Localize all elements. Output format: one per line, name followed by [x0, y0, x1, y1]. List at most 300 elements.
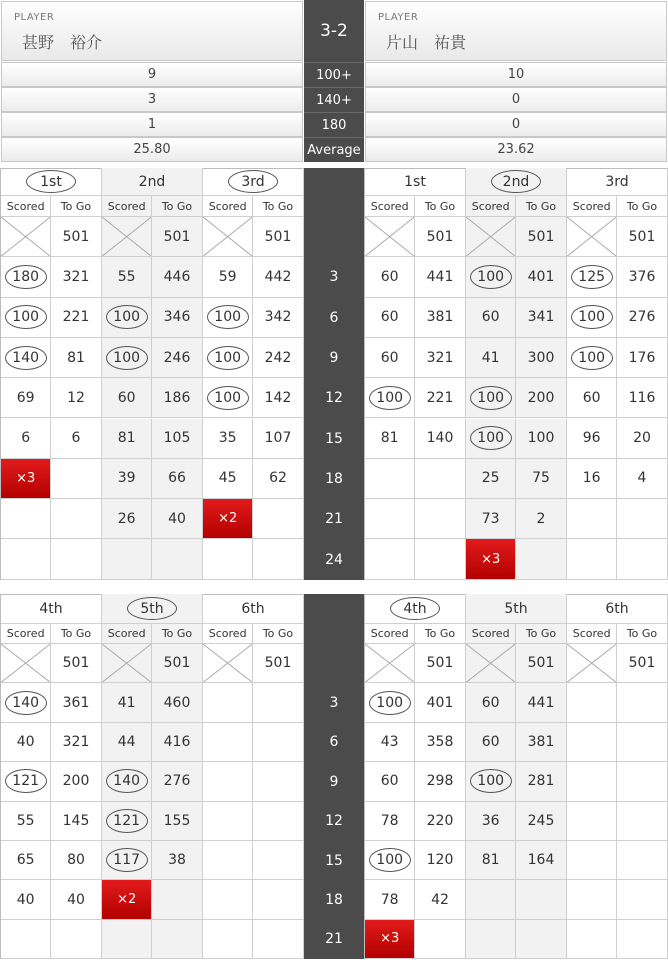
stat-label-average: Average [304, 137, 364, 162]
scored-value: 39 [117, 470, 136, 487]
ton-score-oval: 100 [106, 346, 148, 370]
scored-cell [466, 920, 516, 959]
ton-score-oval: 100 [106, 305, 148, 329]
leg-header-6th[interactable] [567, 594, 668, 624]
togo-cell [415, 644, 465, 683]
togo-cell [253, 644, 303, 683]
togo-value: 501 [527, 655, 555, 672]
leg-header-2nd[interactable] [102, 168, 203, 196]
scored-value: 45 [218, 470, 237, 487]
leg-label: 6th [605, 600, 629, 617]
player-left-label: PLAYER [14, 12, 55, 23]
stat-right-100plus: 10 [365, 62, 667, 87]
togo-value: 346 [163, 309, 191, 326]
togo-value: 460 [163, 694, 191, 711]
scored-value: 55 [117, 268, 136, 285]
cross-icon [102, 644, 151, 682]
togo-cell [617, 920, 667, 959]
column-header-togo: To Go [415, 624, 465, 644]
column-header-scored: Scored [365, 196, 415, 217]
togo-cell [516, 880, 566, 919]
stat-label-180: 180 [304, 112, 364, 137]
round-number: 18 [325, 470, 343, 487]
togo-cell [516, 723, 566, 762]
scored-cell [365, 499, 415, 539]
togo-value: 381 [527, 733, 555, 750]
round-number: 6 [329, 309, 339, 326]
column-header-togo: To Go [152, 624, 202, 644]
togo-cell [253, 762, 303, 801]
scored-cell [203, 298, 253, 338]
togo-value: 298 [426, 773, 454, 790]
togo-cell [415, 499, 465, 539]
scored-cell [365, 841, 415, 880]
cross-icon [365, 217, 414, 256]
togo-cell [152, 298, 202, 338]
scored-cell [365, 257, 415, 297]
togo-cell [152, 419, 202, 459]
finish-darts-cell [102, 880, 152, 919]
togo-cell [253, 880, 303, 919]
scored-cell [466, 802, 516, 841]
togo-cell [152, 539, 202, 579]
togo-value: 401 [527, 268, 555, 285]
leg-label: 1st [404, 173, 426, 190]
scored-value: 43 [380, 733, 399, 750]
column-header-togo: To Go [51, 624, 101, 644]
togo-cell [51, 920, 101, 959]
scored-cell [567, 338, 617, 378]
togo-value: 221 [62, 309, 90, 326]
scored-cell [365, 802, 415, 841]
togo-cell [51, 419, 101, 459]
ton-score-oval: 100 [207, 346, 249, 370]
column-header-scored: Scored [466, 624, 516, 644]
scored-value: 44 [117, 733, 136, 750]
togo-value: 442 [264, 268, 292, 285]
scored-cell [567, 880, 617, 919]
scored-cell [365, 459, 415, 499]
togo-cell [152, 841, 202, 880]
scored-cell [1, 880, 51, 919]
scored-cell [203, 459, 253, 499]
togo-cell [253, 499, 303, 539]
finish-darts-cell [466, 539, 516, 579]
round-number: 15 [325, 852, 343, 869]
start-cross-cell [203, 644, 253, 683]
togo-cell [617, 802, 667, 841]
togo-cell [617, 499, 667, 539]
scored-cell [102, 419, 152, 459]
scored-value: 60 [380, 349, 399, 366]
togo-cell [617, 298, 667, 338]
ton-score-oval: 100 [369, 848, 411, 872]
togo-cell [415, 841, 465, 880]
column-header-togo: To Go [415, 196, 465, 217]
column-header-scored: Scored [1, 624, 51, 644]
scored-cell [102, 841, 152, 880]
round-number: 6 [329, 734, 339, 751]
round-number: 15 [325, 430, 343, 447]
togo-value: 4 [637, 470, 647, 487]
stat-right-180: 0 [365, 112, 667, 137]
togo-value: 381 [426, 309, 454, 326]
togo-cell [617, 459, 667, 499]
togo-value: 401 [426, 694, 454, 711]
scored-value: 41 [481, 349, 500, 366]
togo-value: 501 [163, 228, 191, 245]
scored-value: 6 [21, 430, 31, 447]
togo-cell [152, 378, 202, 418]
togo-cell [415, 802, 465, 841]
togo-cell [415, 419, 465, 459]
round-number: 24 [325, 551, 343, 568]
scored-cell [365, 378, 415, 418]
leg-header-5th[interactable] [466, 594, 567, 624]
ton-score-oval: 140 [5, 691, 47, 715]
ton-score-oval: 100 [369, 386, 411, 410]
leg-header-6th[interactable] [203, 594, 304, 624]
scored-cell [102, 762, 152, 801]
stat-left-180: 1 [1, 112, 303, 137]
scored-cell [466, 762, 516, 801]
start-cross-cell [466, 644, 516, 683]
leg-header-4th[interactable] [365, 594, 466, 624]
scored-cell [567, 419, 617, 459]
cross-icon [102, 217, 151, 256]
stat-left-140plus: 3 [1, 87, 303, 112]
start-cross-cell [466, 217, 516, 257]
ton-score-oval: 125 [571, 265, 613, 289]
togo-cell [152, 459, 202, 499]
togo-cell [253, 920, 303, 959]
cross-icon [1, 644, 50, 682]
scored-cell [365, 880, 415, 919]
togo-cell [516, 217, 566, 257]
scored-value: 55 [16, 812, 35, 829]
scored-cell [102, 802, 152, 841]
column-header-scored: Scored [203, 624, 253, 644]
scored-cell [1, 499, 51, 539]
togo-value: 501 [62, 228, 90, 245]
ton-score-oval: 100 [470, 426, 512, 450]
togo-cell [51, 459, 101, 499]
togo-cell [516, 762, 566, 801]
togo-cell [415, 338, 465, 378]
togo-value: 300 [527, 349, 555, 366]
cross-icon [365, 644, 414, 682]
scored-value: 60 [380, 309, 399, 326]
scored-cell [203, 683, 253, 722]
togo-cell [516, 459, 566, 499]
leg-header-1st[interactable] [365, 168, 466, 196]
scored-cell [1, 683, 51, 722]
togo-cell [617, 419, 667, 459]
column-header-scored: Scored [567, 196, 617, 217]
scored-cell [466, 683, 516, 722]
start-cross-cell [102, 217, 152, 257]
round-number [304, 217, 364, 257]
scored-cell [466, 499, 516, 539]
togo-cell [415, 378, 465, 418]
scored-cell [102, 920, 152, 959]
scored-cell [466, 841, 516, 880]
togo-cell [415, 257, 465, 297]
start-cross-cell [365, 644, 415, 683]
scored-cell [365, 298, 415, 338]
togo-value: 62 [269, 470, 287, 487]
scored-cell [1, 539, 51, 579]
ton-score-oval: 100 [470, 386, 512, 410]
togo-cell [51, 338, 101, 378]
scored-cell [567, 683, 617, 722]
togo-cell [152, 802, 202, 841]
column-header-togo: To Go [617, 196, 667, 217]
round-number: 9 [329, 773, 339, 790]
leg-label: 2nd [491, 170, 541, 193]
finish-darts-cell [365, 920, 415, 959]
scored-cell [567, 378, 617, 418]
scored-value: 16 [582, 470, 601, 487]
column-header-togo: To Go [516, 624, 566, 644]
round-number: 18 [325, 892, 343, 909]
stat-left-average: 25.80 [1, 137, 303, 162]
togo-cell [617, 762, 667, 801]
scored-cell [203, 257, 253, 297]
togo-value: 446 [163, 268, 191, 285]
togo-value: 376 [628, 268, 656, 285]
togo-cell [415, 539, 465, 579]
stat-label-100plus: 100+ [304, 62, 364, 87]
cross-icon [1, 217, 50, 256]
togo-cell [415, 762, 465, 801]
togo-cell [516, 644, 566, 683]
togo-cell [51, 723, 101, 762]
scored-value: 60 [117, 389, 136, 406]
scored-cell [466, 723, 516, 762]
scored-cell [567, 298, 617, 338]
togo-value: 186 [163, 389, 191, 406]
scored-cell [203, 920, 253, 959]
togo-value: 501 [426, 655, 454, 672]
column-header-togo: To Go [516, 196, 566, 217]
scored-value: 81 [380, 430, 399, 447]
scored-value: 35 [218, 430, 237, 447]
scored-cell [203, 539, 253, 579]
togo-value: 145 [62, 812, 90, 829]
round-number: 3 [329, 269, 339, 286]
leg-header-3rd[interactable] [203, 168, 304, 196]
scored-cell [203, 338, 253, 378]
togo-value: 441 [426, 268, 454, 285]
scored-value: 81 [117, 430, 136, 447]
togo-cell [617, 683, 667, 722]
togo-value: 242 [264, 349, 292, 366]
togo-cell [415, 459, 465, 499]
scored-cell [102, 378, 152, 418]
togo-cell [152, 338, 202, 378]
togo-value: 416 [163, 733, 191, 750]
togo-cell [253, 338, 303, 378]
player-left-panel [1, 1, 303, 61]
togo-value: 155 [163, 812, 191, 829]
scored-cell [567, 539, 617, 579]
togo-cell [617, 539, 667, 579]
togo-value: 220 [426, 812, 454, 829]
togo-cell [152, 723, 202, 762]
togo-value: 80 [67, 852, 85, 869]
togo-cell [152, 683, 202, 722]
togo-value: 100 [527, 430, 555, 447]
round-number: 21 [325, 511, 343, 528]
scored-cell [1, 298, 51, 338]
togo-value: 501 [163, 655, 191, 672]
ton-score-oval: 100 [207, 305, 249, 329]
togo-cell [516, 378, 566, 418]
column-header-scored: Scored [203, 196, 253, 217]
togo-value: 140 [426, 430, 454, 447]
scored-cell [365, 683, 415, 722]
togo-cell [51, 539, 101, 579]
scored-cell [466, 419, 516, 459]
leg-label: 4th [390, 597, 440, 620]
togo-value: 501 [62, 655, 90, 672]
scored-cell [365, 419, 415, 459]
togo-value: 501 [628, 655, 656, 672]
scored-cell [466, 459, 516, 499]
leg-header-3rd[interactable] [567, 168, 668, 196]
leg-label: 6th [241, 600, 265, 617]
togo-cell [51, 802, 101, 841]
scored-cell [203, 802, 253, 841]
scored-value: 40 [16, 733, 35, 750]
togo-cell [152, 217, 202, 257]
leg-header-2nd[interactable] [466, 168, 567, 196]
togo-value: 246 [163, 349, 191, 366]
scored-cell [203, 419, 253, 459]
scored-cell [203, 880, 253, 919]
player-right-panel [365, 1, 667, 61]
ton-score-oval: 100 [571, 305, 613, 329]
scored-value: 65 [16, 852, 35, 869]
ton-score-oval: 140 [106, 769, 148, 793]
scored-cell [1, 920, 51, 959]
togo-cell [152, 499, 202, 539]
leg-header-1st[interactable] [1, 168, 102, 196]
togo-value: 176 [628, 349, 656, 366]
togo-value: 164 [527, 852, 555, 869]
cross-icon [203, 217, 252, 256]
togo-cell [51, 378, 101, 418]
togo-cell [415, 683, 465, 722]
cross-icon [466, 644, 515, 682]
ton-score-oval: 121 [5, 769, 47, 793]
round-number: 12 [325, 390, 343, 407]
togo-value: 6 [71, 430, 81, 447]
leg-header-4th[interactable] [1, 594, 102, 624]
togo-cell [516, 257, 566, 297]
scored-value: 40 [16, 891, 35, 908]
togo-value: 276 [163, 773, 191, 790]
togo-value: 441 [527, 694, 555, 711]
togo-cell [51, 762, 101, 801]
togo-cell [51, 499, 101, 539]
scored-value: 60 [481, 694, 500, 711]
ton-score-oval: 100 [5, 305, 47, 329]
scored-cell [365, 539, 415, 579]
togo-cell [152, 920, 202, 959]
togo-cell [253, 419, 303, 459]
leg-header-5th[interactable] [102, 594, 203, 624]
togo-cell [152, 257, 202, 297]
scored-value: 78 [380, 891, 399, 908]
togo-value: 81 [67, 349, 85, 366]
togo-value: 321 [62, 268, 90, 285]
togo-value: 321 [62, 733, 90, 750]
column-header-scored: Scored [102, 624, 152, 644]
ton-score-oval: 121 [106, 809, 148, 833]
togo-value: 358 [426, 733, 454, 750]
player-right-label: PLAYER [378, 12, 419, 23]
stat-right-140plus: 0 [365, 87, 667, 112]
togo-value: 281 [527, 773, 555, 790]
togo-value: 501 [628, 228, 656, 245]
scored-cell [102, 499, 152, 539]
scored-value: 60 [380, 773, 399, 790]
togo-value: 200 [527, 389, 555, 406]
togo-cell [617, 378, 667, 418]
column-header-togo: To Go [617, 624, 667, 644]
column-header-togo: To Go [51, 196, 101, 217]
column-header-scored: Scored [1, 196, 51, 217]
scored-value: 60 [481, 309, 500, 326]
togo-cell [51, 257, 101, 297]
scored-cell [203, 841, 253, 880]
togo-value: 501 [264, 228, 292, 245]
scored-cell [1, 378, 51, 418]
scored-value: 78 [380, 812, 399, 829]
leg-label: 2nd [138, 173, 166, 190]
scored-cell [466, 880, 516, 919]
player-left-name: 甚野 裕介 [22, 33, 103, 52]
togo-value: 116 [628, 389, 656, 406]
round-number: 9 [329, 350, 339, 367]
stat-right-average: 23.62 [365, 137, 667, 162]
round-number: 3 [329, 695, 339, 712]
scored-cell [567, 841, 617, 880]
scored-value: 81 [481, 852, 500, 869]
togo-cell [253, 217, 303, 257]
togo-cell [516, 338, 566, 378]
column-header-togo: To Go [253, 624, 303, 644]
scored-value: 60 [582, 389, 601, 406]
scored-value: 25 [481, 470, 500, 487]
togo-cell [51, 683, 101, 722]
togo-value: 200 [62, 773, 90, 790]
column-header-scored: Scored [466, 196, 516, 217]
togo-cell [415, 298, 465, 338]
scored-cell [365, 338, 415, 378]
togo-value: 40 [168, 510, 186, 527]
togo-value: 42 [431, 891, 449, 908]
togo-cell [415, 723, 465, 762]
togo-cell [516, 920, 566, 959]
scored-cell [1, 338, 51, 378]
togo-value: 75 [532, 470, 550, 487]
scored-cell [567, 459, 617, 499]
scored-cell [466, 338, 516, 378]
togo-value: 38 [168, 852, 186, 869]
